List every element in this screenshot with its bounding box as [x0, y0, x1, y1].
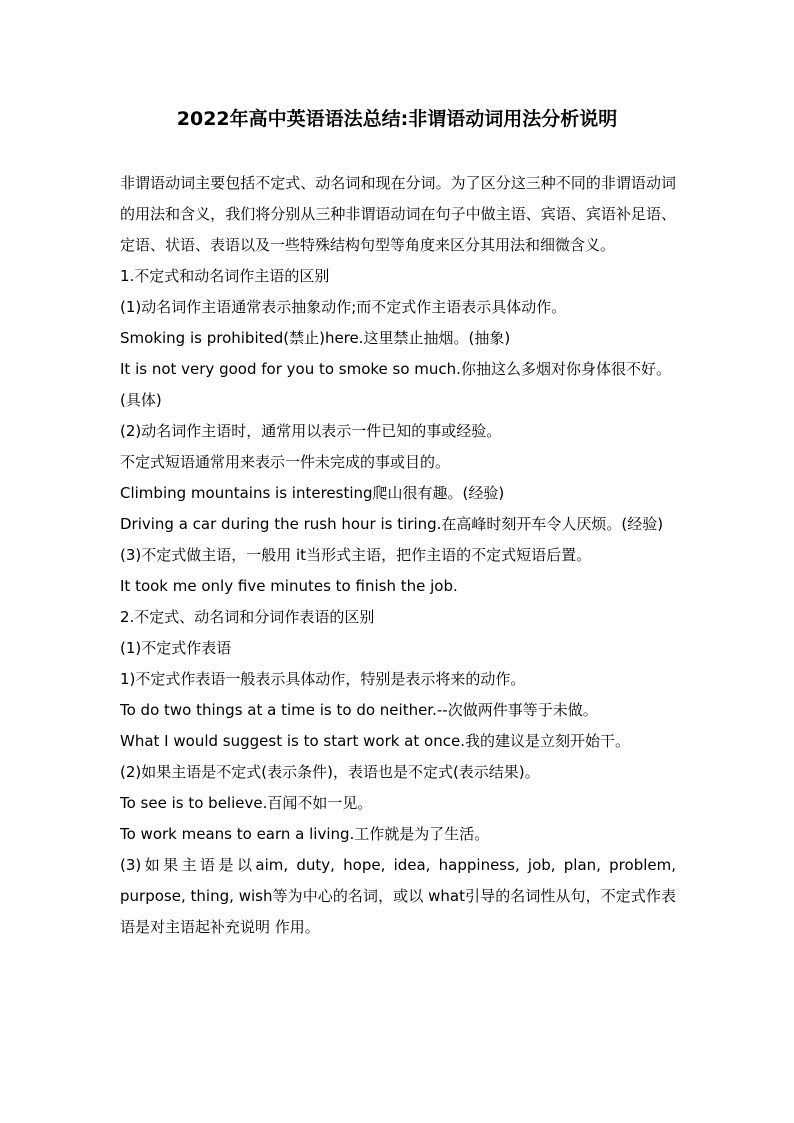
example-sentence: Climbing mountains is interesting爬山很有趣。(经验): [120, 484, 505, 502]
example-sentence: It is not very good for you to smoke so much.你抽这么多烟对你身体很不好。(具体): [120, 360, 671, 409]
paragraph: 1)不定式作表语一般表示具体动作，特别是表示将来的动作。: [120, 670, 526, 688]
paragraph: (1)动名词作主语通常表示抽象动作;而不定式作主语表示具体动作。: [120, 298, 567, 316]
example-sentence: To work means to earn a living.工作就是为了生活。: [120, 825, 490, 843]
document-title: 2022年高中英语语法总结:非谓语动词用法分析说明: [176, 108, 618, 130]
example-sentence: To do two things at a time is to do neither.--次做两件事等于未做。: [120, 701, 598, 719]
section-heading-2: 2.不定式、动名词和分词作表语的区别: [120, 608, 375, 626]
paragraph: (1)不定式作表语: [120, 639, 232, 657]
example-sentence: Smoking is prohibited(禁止)here.这里禁止抽烟。(抽象): [120, 329, 511, 347]
example-sentence: To see is to believe.百闻不如一见。: [120, 794, 373, 812]
paragraph: (3)不定式做主语，一般用 it当形式主语，把作主语的不定式短语后置。: [120, 546, 592, 564]
paragraph: 不定式短语通常用来表示一件未完成的事或目的。: [120, 453, 451, 471]
paragraph-intro: 非谓语动词主要包括不定式、动名词和现在分词。为了区分这三种不同的非谓语动词的用法和含义，我们将分别从三种非谓语动词在句子中做主语、宾语、宾语补足语、定语、状语、表语以及一些特殊结构句型等角度来区分其用法和细微含义。: [120, 174, 676, 254]
document-body: [120, 168, 676, 943]
section-heading-1: 1.不定式和动名词作主语的区别: [120, 267, 330, 285]
paragraph: (2)动名词作主语时，通常用以表示一件已知的事或经验。: [120, 422, 502, 440]
example-sentence: What I would suggest is to start work at once.我的建议是立刻开始干。: [120, 732, 630, 750]
example-sentence: It took me only five minutes to finish the job.: [120, 577, 458, 595]
paragraph: (3)如果主语是以aim, duty, hope, idea, happiness, job, plan, problem, purpose, thing, wish等为中心的名词，或以 what引导的名词性从句，不定式作表语是对主语起补充说明 作用。: [120, 856, 676, 936]
paragraph: (2)如果主语是不定式(表示条件)，表语也是不定式(表示结果)。: [120, 763, 540, 781]
example-sentence: Driving a car during the rush hour is tiring.在高峰时刻开车令人厌烦。(经验): [120, 515, 664, 533]
